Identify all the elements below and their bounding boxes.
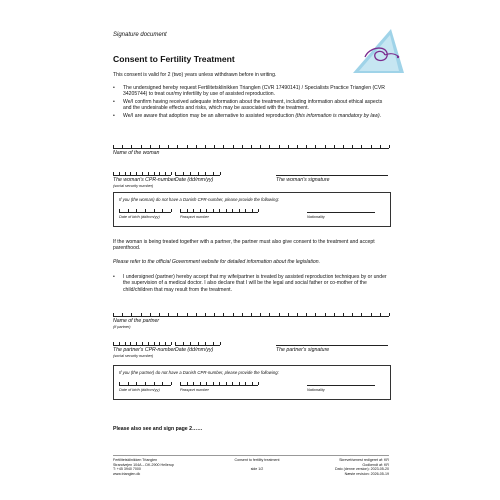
field-tick — [150, 145, 151, 148]
field-tick — [113, 313, 114, 316]
partner-dob-label: Date of birth (dd/mm/yy) — [119, 388, 160, 392]
woman-name-label: Name of the woman — [113, 150, 160, 156]
woman-signature-label: The woman's signature — [276, 177, 330, 183]
field-tick — [220, 342, 221, 345]
field-tick — [380, 313, 381, 316]
see-page-two-note: Please also see and sign page 2…… — [113, 426, 203, 432]
field-tick — [213, 382, 214, 385]
field-tick — [177, 145, 178, 148]
field-tick — [187, 145, 188, 148]
field-tick — [148, 172, 149, 175]
field-tick — [361, 145, 362, 148]
field-tick — [343, 145, 344, 148]
field-tick — [297, 313, 298, 316]
field-tick — [180, 382, 181, 385]
footer-divider — [113, 455, 389, 456]
field-tick — [162, 382, 163, 385]
field-tick — [175, 172, 176, 175]
field-tick — [223, 145, 224, 148]
field-tick — [205, 145, 206, 148]
field-tick — [389, 313, 390, 316]
page-number: side 1/2 — [250, 467, 264, 472]
woman-cpr-field[interactable] — [113, 172, 171, 176]
footer-left-line: www.trianglen.dk — [113, 471, 141, 476]
field-tick — [205, 313, 206, 316]
field-tick — [148, 342, 149, 345]
field-tick — [113, 172, 114, 175]
field-tick — [260, 313, 261, 316]
field-tick — [242, 313, 243, 316]
field-tick — [380, 145, 381, 148]
field-tick — [141, 145, 142, 148]
field-tick — [180, 209, 181, 212]
woman-date-field[interactable] — [175, 172, 220, 176]
field-tick — [128, 209, 129, 212]
woman-passport-label: Passport number — [180, 215, 209, 219]
field-tick — [389, 145, 390, 148]
footer-right-line: Næste revision: 2026-05-19 — [344, 471, 389, 476]
field-tick — [220, 172, 221, 175]
clinic-logo-icon — [351, 27, 406, 77]
footer-center — [222, 458, 292, 472]
field-tick — [136, 172, 137, 175]
woman-dob-label: Date of birth (dd/mm/yy) — [119, 215, 160, 219]
field-tick — [119, 209, 120, 212]
field-tick — [145, 209, 146, 212]
field-tick — [171, 382, 172, 385]
partner-dob-field[interactable] — [119, 382, 171, 386]
field-tick — [239, 209, 240, 212]
woman-no-cpr-box — [113, 192, 391, 227]
woman-cpr-sublabel: (social security number) — [113, 184, 154, 188]
partner-nationality-line[interactable] — [307, 385, 375, 386]
footer-right-line: Skrevet/senest redigeret af: KR — [339, 458, 389, 462]
field-tick — [288, 313, 289, 316]
field-tick — [288, 145, 289, 148]
woman-dob-field[interactable] — [119, 209, 171, 213]
field-tick — [165, 172, 166, 175]
footer-left-line: T: +45 3940 7000 — [113, 467, 141, 472]
partner-bullet: • I undersigned (partner) hereby accept that my wife/partner is treated by assisted reproduction techniques by or under the supervision of a medical doctor. I also declare that I will be the legal and social father or co-mother of the child/children that may result from the treatment. — [113, 274, 388, 293]
field-tick — [269, 313, 270, 316]
field-tick — [154, 209, 155, 212]
field-tick — [136, 342, 137, 345]
field-tick — [371, 145, 372, 148]
woman-nationality-line[interactable] — [307, 212, 375, 213]
field-tick — [136, 382, 137, 385]
field-tick — [154, 382, 155, 385]
field-tick — [213, 209, 214, 212]
field-tick — [214, 145, 215, 148]
consent-bullet-list — [113, 85, 388, 121]
field-tick — [352, 313, 353, 316]
field-tick — [226, 382, 227, 385]
field-tick — [279, 313, 280, 316]
field-tick — [171, 172, 172, 175]
field-tick — [145, 382, 146, 385]
field-tick — [245, 382, 246, 385]
field-tick — [125, 342, 126, 345]
field-tick — [142, 342, 143, 345]
field-tick — [159, 313, 160, 316]
field-tick — [343, 313, 344, 316]
field-tick — [352, 145, 353, 148]
field-tick — [223, 313, 224, 316]
partner-nationality-label: Nationality — [307, 388, 325, 392]
field-tick — [131, 313, 132, 316]
footer-left-line: Fertilitetsklinikken Trianglen — [113, 458, 158, 462]
partner-no-cpr-header: If you (the partner) do not have a Danish CPR-number, please provide the following: — [119, 370, 279, 375]
field-tick — [306, 145, 307, 148]
footer-center-line: Consent to fertility treatment — [234, 458, 280, 462]
field-tick — [219, 382, 220, 385]
partner-name-sublabel: (if partner) — [113, 325, 131, 329]
field-tick — [187, 209, 188, 212]
field-tick — [168, 313, 169, 316]
field-tick — [269, 145, 270, 148]
footer-right-line: Dato (denne version): 2023-05-20 — [335, 467, 389, 472]
field-tick — [252, 209, 253, 212]
field-tick — [175, 342, 176, 345]
field-tick — [242, 145, 243, 148]
page-title: Consent to Fertility Treatment — [113, 54, 235, 64]
partner-passport-label: Passport number — [180, 388, 209, 392]
footer-left — [113, 458, 174, 476]
field-tick — [334, 145, 335, 148]
field-tick — [128, 382, 129, 385]
field-tick — [162, 209, 163, 212]
field-tick — [233, 313, 234, 316]
consent-bullet: • We/I are aware that adoption may be an alternative to assisted reproduction (this information is mandatory by law). — [113, 113, 388, 119]
field-tick — [159, 145, 160, 148]
partner-date-label: Date (dd/mm/yy) — [175, 347, 214, 353]
field-tick — [226, 209, 227, 212]
field-tick — [141, 313, 142, 316]
field-tick — [279, 145, 280, 148]
field-tick — [371, 313, 372, 316]
field-tick — [205, 172, 206, 175]
partner-passport-field[interactable] — [180, 382, 258, 386]
footer-right-line: Godkendt af: KR — [362, 462, 389, 467]
woman-no-cpr-header: If you (the woman) do not have a Danish CPR-number, please provide the following: — [119, 197, 280, 202]
field-tick — [206, 382, 207, 385]
field-tick — [245, 209, 246, 212]
woman-nationality-label: Nationality — [307, 215, 325, 219]
field-tick — [130, 172, 131, 175]
validity-note: This consent is valid for 2 (two) years unless withdrawn before in writing. — [113, 72, 277, 78]
partner-intro: If the woman is being treated together with a partner, the partner must also give consent to the treatment and accept parenthood. — [113, 239, 375, 252]
field-tick — [239, 382, 240, 385]
field-tick — [260, 145, 261, 148]
field-tick — [325, 313, 326, 316]
field-tick — [131, 145, 132, 148]
field-tick — [213, 342, 214, 345]
field-tick — [150, 313, 151, 316]
partner-name-label: Name of the partner — [113, 318, 160, 324]
field-tick — [177, 313, 178, 316]
field-tick — [252, 382, 253, 385]
field-tick — [198, 342, 199, 345]
partner-cpr-field[interactable] — [113, 342, 171, 346]
field-tick — [119, 382, 120, 385]
field-tick — [206, 209, 207, 212]
field-tick — [165, 342, 166, 345]
field-tick — [171, 342, 172, 345]
field-tick — [171, 209, 172, 212]
field-tick — [232, 209, 233, 212]
document-type: Signature document — [113, 32, 167, 38]
field-tick — [233, 145, 234, 148]
field-tick — [119, 342, 120, 345]
field-tick — [154, 172, 155, 175]
field-tick — [251, 313, 252, 316]
field-tick — [297, 145, 298, 148]
partner-name-field[interactable] — [113, 313, 389, 317]
woman-date-label: Date (dd/mm/yy) — [175, 177, 214, 183]
field-tick — [154, 342, 155, 345]
field-tick — [113, 342, 114, 345]
field-tick — [200, 209, 201, 212]
field-tick — [214, 313, 215, 316]
field-tick — [125, 172, 126, 175]
field-tick — [187, 382, 188, 385]
field-tick — [258, 209, 259, 212]
field-tick — [122, 313, 123, 316]
field-tick — [113, 145, 114, 148]
field-tick — [187, 313, 188, 316]
field-tick — [193, 209, 194, 212]
field-tick — [219, 209, 220, 212]
consent-bullet: • We/I confirm having received adequate information about the treatment, including information about ethical aspects and the undesirable effects and risks, which may be associated with the treatment. — [113, 99, 388, 112]
field-tick — [183, 342, 184, 345]
field-tick — [183, 172, 184, 175]
field-tick — [130, 342, 131, 345]
partner-signature-label: The partner's signature — [276, 347, 330, 353]
partner-no-cpr-box — [113, 365, 391, 400]
field-tick — [142, 172, 143, 175]
field-tick — [213, 172, 214, 175]
field-tick — [334, 313, 335, 316]
field-tick — [196, 313, 197, 316]
footer-right — [310, 458, 389, 476]
field-tick — [159, 342, 160, 345]
consent-bullet: • The undersigned hereby request Fertilitetsklinikken Trianglen (CVR 17490141) / Specialists Practice Trianglen (CVR 34205744) to treat our/my infertility by use of assisted reproduction. — [113, 85, 388, 98]
field-tick — [190, 172, 191, 175]
woman-passport-field[interactable] — [180, 209, 258, 213]
field-tick — [119, 172, 120, 175]
field-tick — [315, 313, 316, 316]
field-tick — [190, 342, 191, 345]
field-tick — [315, 145, 316, 148]
field-tick — [325, 145, 326, 148]
field-tick — [306, 313, 307, 316]
field-tick — [196, 145, 197, 148]
legislation-reference: Please refer to the official Government website for detailed information about the legislation. — [113, 259, 320, 265]
field-tick — [168, 145, 169, 148]
field-tick — [232, 382, 233, 385]
woman-signature-line[interactable] — [276, 175, 388, 176]
partner-bullet-list — [113, 274, 388, 293]
field-tick — [122, 145, 123, 148]
field-tick — [251, 145, 252, 148]
field-tick — [258, 382, 259, 385]
field-tick — [200, 382, 201, 385]
field-tick — [361, 313, 362, 316]
partner-cpr-label: The partner's CPR-number — [113, 347, 176, 353]
field-tick — [159, 172, 160, 175]
footer-left-line: Strandvejen 104A – DK-2900 Hellerup — [113, 462, 174, 467]
field-tick — [136, 209, 137, 212]
partner-cpr-sublabel: (social security number) — [113, 354, 154, 358]
field-tick — [198, 172, 199, 175]
woman-cpr-label: The woman's CPR-number — [113, 177, 176, 183]
field-tick — [205, 342, 206, 345]
partner-signature-line[interactable] — [276, 345, 388, 346]
woman-name-field[interactable] — [113, 145, 389, 149]
field-tick — [193, 382, 194, 385]
partner-date-field[interactable] — [175, 342, 220, 346]
